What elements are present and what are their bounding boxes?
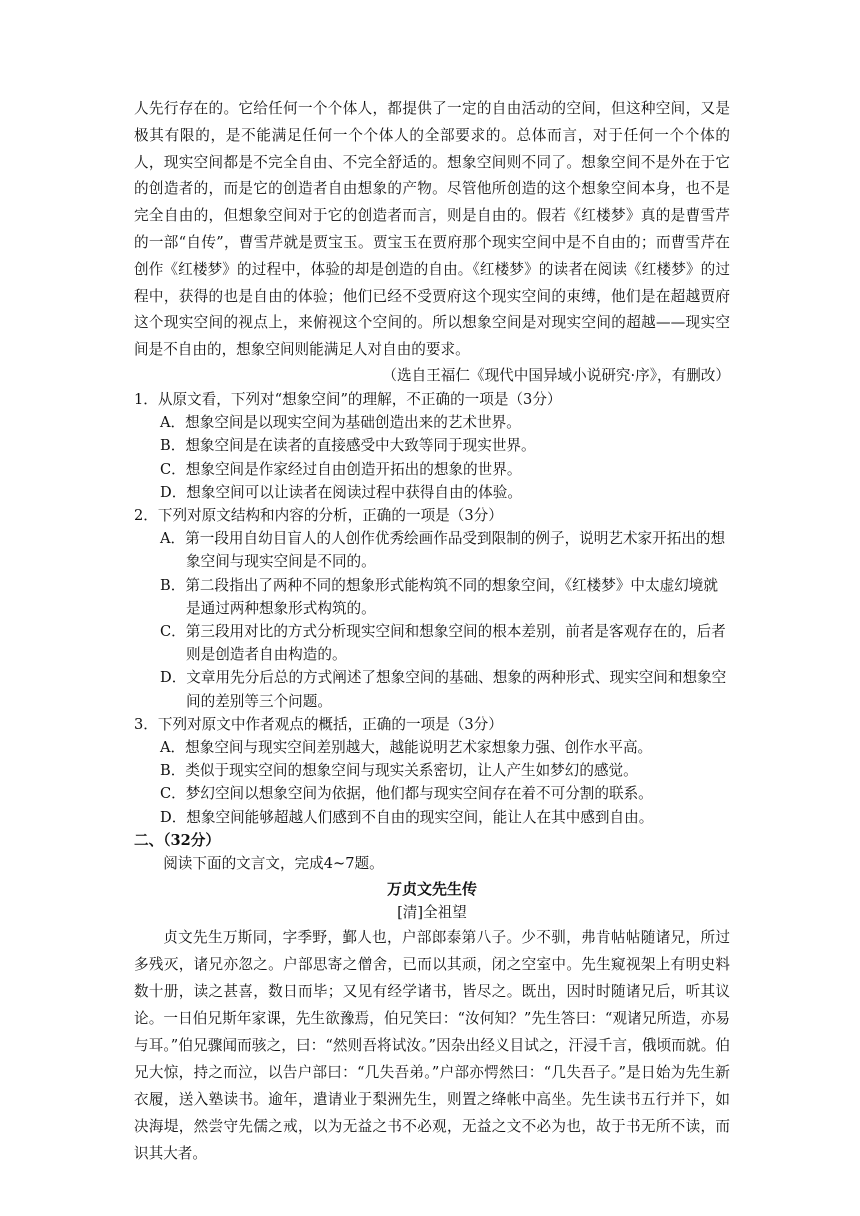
- classical-passage: [134, 924, 730, 1167]
- section-instruction: 阅读下面的文言文，完成4~7题。: [163, 855, 384, 873]
- option-a: A．第一段用自幼目盲人的人创作优秀绘画作品受到限制的例子，说明艺术家开拓出的想象空间与现实空间是不同的。: [160, 530, 726, 571]
- classical-title: 万贞文先生传: [386, 880, 477, 899]
- exam-page: [134, 96, 730, 1167]
- option-b: B．第二段指出了两种不同的想象形式能构筑不同的想象空间，《红楼梦》中太虚幻境就是通过两种想象形式构筑的。: [160, 576, 718, 617]
- passage-source: （选自王福仁《现代中国异域小说研究·序》，有删改）: [382, 366, 730, 384]
- option-c: C．想象空间是作家经过自由创造开拓出的想象的世界。: [160, 460, 522, 478]
- question-stem: 1．从原文看，下列对“想象空间”的理解，不正确的一项是（3分）: [134, 390, 562, 408]
- option-a: A．想象空间与现实空间差别越大，越能说明艺术家想象力强、创作水平高。: [160, 739, 653, 757]
- option-d: D．文章用先分后总的方式阐述了想象空间的基础、想象的两种形式、现实空间和想象空间的差别等三个问题。: [160, 669, 727, 710]
- section-heading: 二、（32分）: [134, 831, 220, 849]
- question-stem: 2．下列对原文结构和内容的分析，正确的一项是（3分）: [134, 506, 503, 524]
- question-3: [134, 713, 730, 829]
- option-d: D．想象空间可以让读者在阅读过程中获得自由的体验。: [160, 483, 522, 501]
- option-b: B．想象空间是在读者的直接感受中大致等同于现实世界。: [160, 437, 536, 455]
- question-stem: 3．下列对原文中作者观点的概括，正确的一项是（3分）: [134, 715, 503, 733]
- classical-author: [清]全祖望: [397, 904, 467, 922]
- option-c: C．梦幻空间以想象空间为依据，他们都与现实空间存在着不可分割的联系。: [160, 785, 653, 803]
- option-b: B．类似于现实空间的想象空间与现实关系密切，让人产生如梦幻的感觉。: [160, 762, 638, 780]
- option-c: C．第三段用对比的方式分析现实空间和想象空间的根本差别，前者是客观存在的，后者则是创造者自由构造的。: [160, 623, 726, 664]
- passage-paragraph: 人先行存在的。它给任何一个个体人，都提供了一定的自由活动的空间，但这种空间，又是极其有限的，是不能满足任何一个个体人的全部要求的。总体而言，对于任何一个个体的人，现实空间都是不完全自由、不完全舒适的。想象空间则不同了。想象空间不是外在于它的创造者的，而是它的创造者自由想象的产物。尽管他所创造的这个想象空间本身，也不是完全自由的，但想象空间对于它的创造者而言，则是自由的。假若《红楼梦》真的是曹雪芹的一部“自传”，曹雪芹就是贾宝玉。贾宝玉在贾府那个现实空间中是不自由的；而曹雪芹在创作《红楼梦》的过程中，体验的却是创造的自由。《红楼梦》的读者在阅读《红楼梦》的过程中，获得的也是自由的体验；他们已经不受贾府这个现实空间的束缚，他们是在超越贾府这个现实空间的视点上，来俯视这个空间的。所以想象空间是对现实空间的超越——现实空间是不自由的，想象空间则能满足人对自由的要求。: [134, 100, 730, 359]
- modern-passage: [134, 96, 730, 364]
- question-1: [134, 388, 730, 504]
- question-2: [134, 504, 730, 713]
- classical-paragraph: 贞文先生万斯同，字季野，鄞人也，户部郎泰第八子。少不驯，弗肯帖帖随诸兄，所过多残灭，诸兄亦忽之。户部思寄之僧舍，已而以其顽，闭之空室中。先生窥视架上有明史料数十册，读之甚喜，数日而毕；又见有经学诸书，皆尽之。既出，因时时随诸兄后，听其议论。一日伯兄斯年家课，先生欲豫焉，伯兄笑曰：“汝何知？”先生答曰：“观诸兄所造，亦易与耳。”伯兄骤闻而骇之，曰：“然则吾将试汝。”因杂出经义目试之，汗浸千言，俄顷而就。伯兄大惊，持之而泣，以告户部曰：“几失吾弟。”户部亦愕然曰：“几失吾子。”是日始为先生新衣履，送入塾读书。逾年，遣请业于梨洲先生，则置之绛帐中高坐。先生读书五行并下，如决海堤，然尝守先儒之戒，以为无益之书不必观，无益之文不必为也，故于书无所不读，而识其大者。: [134, 929, 730, 1163]
- option-a: A．想象空间是以现实空间为基础创造出来的艺术世界。: [160, 414, 521, 432]
- option-d: D．想象空间能够超越人们感到不自由的现实空间，能让人在其中感到自由。: [160, 808, 654, 826]
